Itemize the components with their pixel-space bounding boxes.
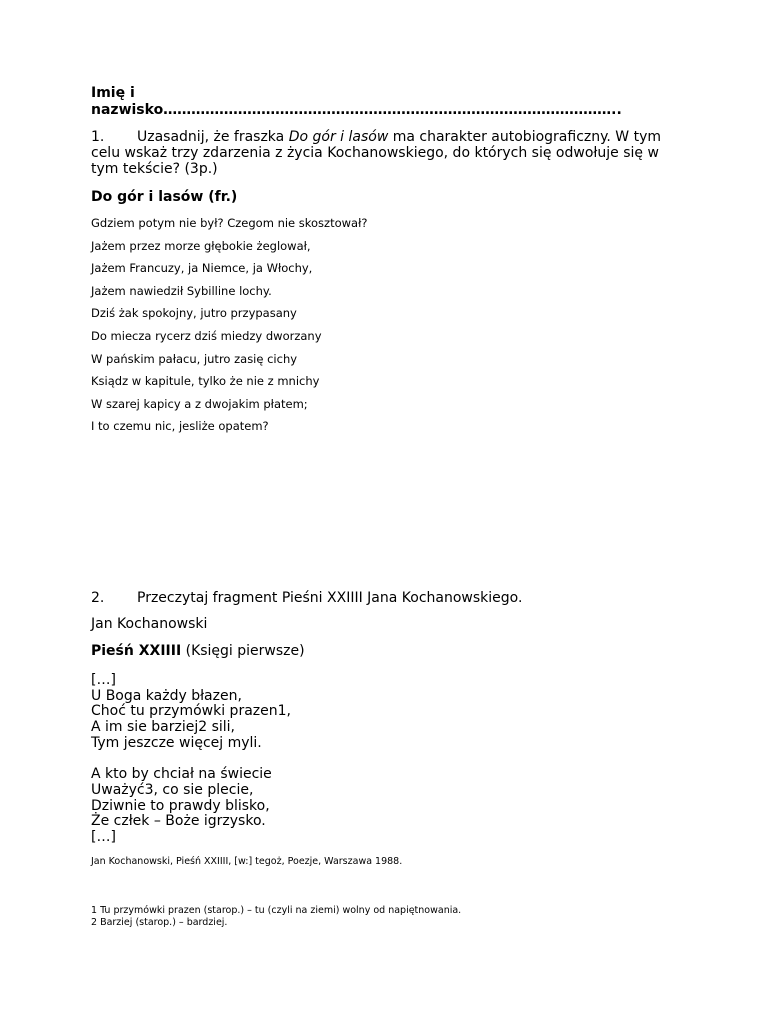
document-page <box>91 0 691 1024</box>
name-label-line-2: nazwisko…………………………………………………………………………………….. <box>91 102 622 118</box>
poem-1-line: Gdziem potym nie był? Czegom nie skosztował? <box>91 216 368 230</box>
task-1-text-after: ma charakter autobiograficzny. W tym celu wskaż trzy zdarzenia z życia Kochanowskiego, do których się odwołuje się w tym tekście? (3p.) <box>91 129 662 177</box>
poem-1-body <box>91 212 367 438</box>
poem-2-line: Choć tu przymówki prazen1, <box>91 703 291 720</box>
poem-1-line: W pańskim pałacu, jutro zasię cichy <box>91 351 298 366</box>
poem-2-title-rest: (Księgi pierwsze) <box>181 643 305 659</box>
poem-2-line: Tym jeszcze więcej myli. <box>91 734 262 751</box>
poem-2-title <box>91 643 305 659</box>
poem-2-author: Jan Kochanowski <box>91 616 208 632</box>
poem-1-line: Jażem nawiedził Sybilline lochy. <box>91 283 272 298</box>
poem-1-line: Jażem przez morze głębokie żeglował, <box>91 238 311 253</box>
poem-2-line: A im sie barziej2 sili, <box>91 719 235 736</box>
poem-1-line: Do miecza rycerz dziś miedzy dworzany <box>91 328 322 343</box>
poem-1-line: I to czemu nic, jesliże opatem? <box>91 419 269 434</box>
task-1-text-before: Uzasadnij, że fraszka <box>137 129 289 145</box>
name-label-line-1: Imię i <box>91 85 135 101</box>
poem-2-line: […] <box>91 829 116 846</box>
poem-1-line: W szarej kapicy a z dwojakim płatem; <box>91 396 308 411</box>
task-2-number: 2. <box>91 590 105 606</box>
poem-1-line: Ksiądz w kapitule, tylko że nie z mnichy <box>91 374 320 389</box>
task-1 <box>91 129 681 177</box>
footnote: 2 Barziej (starop.) – bardziej. <box>91 916 228 928</box>
poem-1-line: Jażem Francuzy, ja Niemce, ja Włochy, <box>91 261 313 276</box>
poem-2-line: Że człek – Boże igrzysko. <box>91 813 266 830</box>
task-1-number: 1. <box>91 129 105 145</box>
poem-1-title: Do gór i lasów (fr.) <box>91 189 238 205</box>
footnote: 1 Tu przymówki prazen (starop.) – tu (czyli na ziemi) wolny od napiętnowania. <box>91 905 462 916</box>
poem-2-source: Jan Kochanowski, Pieśń XXIIII, [w:] tegoż, Poezje, Warszawa 1988. <box>91 856 403 867</box>
poem-1-line: Dziś żak spokojny, jutro przypasany <box>91 306 297 321</box>
poem-2-line: Uważyć3, co sie plecie, <box>91 781 254 798</box>
stanza-gap <box>91 752 291 768</box>
footnotes <box>91 905 461 928</box>
poem-2-line: […] <box>91 672 116 688</box>
poem-2-line: Dziwnie to prawdy blisko, <box>91 797 270 814</box>
poem-2-line: A kto by chciał na świecie <box>91 766 272 783</box>
task-2-text: Przeczytaj fragment Pieśni XXIIII Jana Kochanowskiego. <box>137 590 523 606</box>
poem-2-title-bold: Pieśń XXIIII <box>91 643 182 659</box>
poem-2-body <box>91 673 291 846</box>
poem-2-line: U Boga każdy błazen, <box>91 687 242 704</box>
name-field-label <box>91 85 622 119</box>
task-2 <box>91 590 522 606</box>
task-1-text-italic: Do gór i lasów <box>288 129 389 145</box>
